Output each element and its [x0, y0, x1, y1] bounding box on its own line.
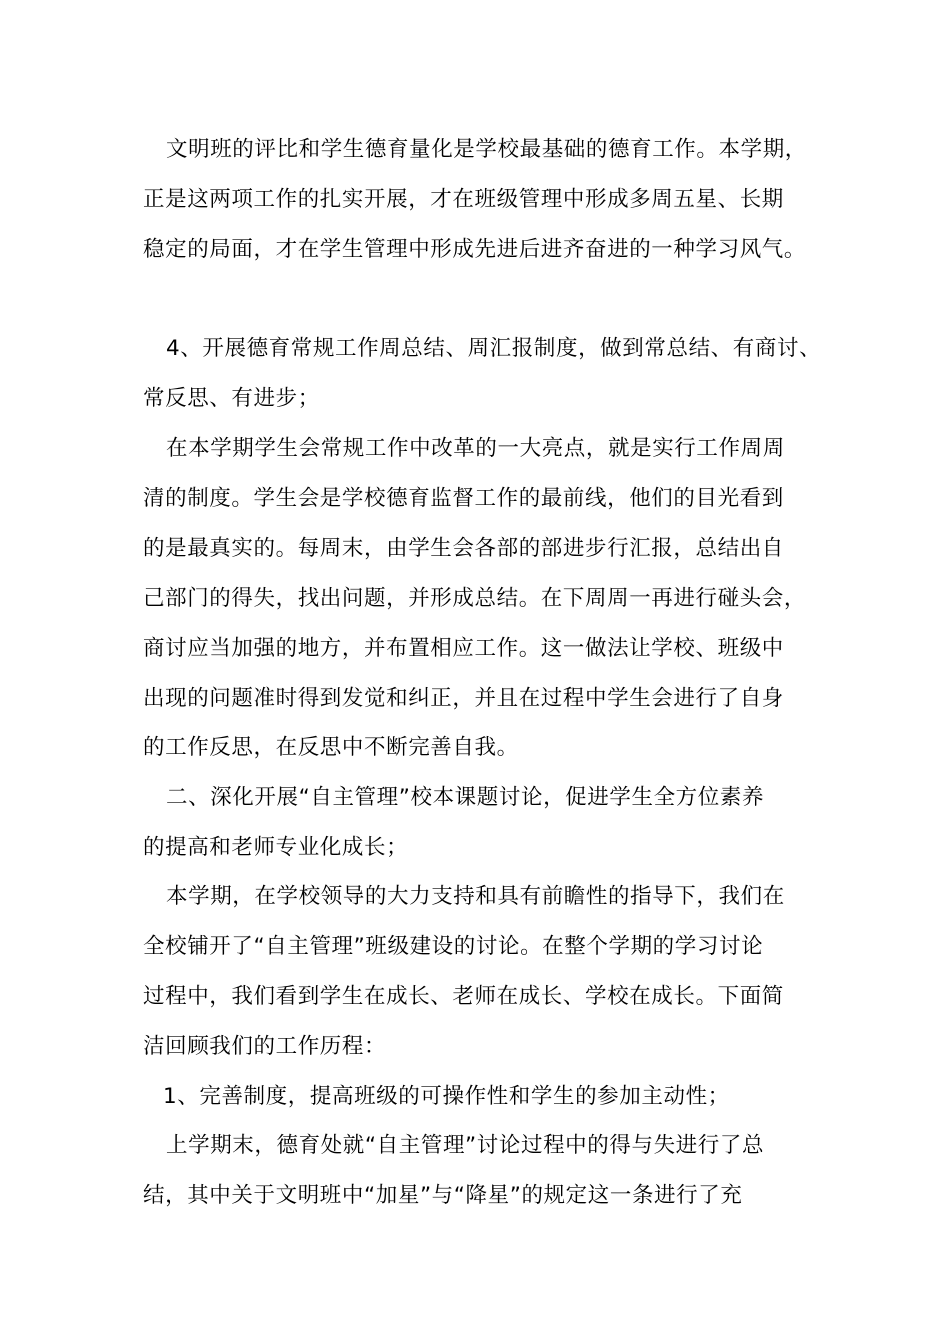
paragraph-line: 出现的问题准时得到发觉和纠正，并且在过程中学生会进行了自身	[143, 686, 784, 711]
paragraph-line: 过程中，我们看到学生在成长、老师在成长、学校在成长。下面简	[143, 984, 784, 1009]
paragraph-line: 正是这两项工作的扎实开展，才在班级管理中形成多周五星、长期	[143, 187, 784, 212]
section-heading-line: 常反思、有进步；	[143, 386, 320, 411]
paragraph-line: 商讨应当加强的地方，并布置相应工作。这一做法让学校、班级中	[143, 636, 784, 661]
paragraph-line: 己部门的得失，找出问题，并形成总结。在下周周一再进行碰头会，	[143, 586, 807, 611]
paragraph-line: 上学期末，德育处就“自主管理”讨论过程中的得与失进行了总	[166, 1133, 765, 1158]
paragraph-line: 本学期，在学校领导的大力支持和具有前瞻性的指导下，我们在	[166, 884, 785, 909]
section-heading-line: 二、深化开展“自主管理”校本课题讨论，促进学生全方位素养	[166, 785, 765, 810]
paragraph-line: 清的制度。学生会是学校德育监督工作的最前线，他们的目光看到	[143, 486, 784, 511]
paragraph-line: 的是最真实的。每周末，由学生会各部的部进步行汇报，总结出自	[143, 536, 784, 561]
paragraph-line: 的工作反思，在反思中不断完善自我。	[143, 735, 519, 760]
paragraph-line: 全校铺开了“自主管理”班级建设的讨论。在整个学期的学习讨论	[143, 934, 764, 959]
paragraph-line: 在本学期学生会常规工作中改革的一大亮点，就是实行工作周周	[166, 436, 785, 461]
paragraph-line: 结，其中关于文明班中“加星”与“降星”的规定这一条进行了充	[143, 1183, 743, 1208]
section-heading-line: 的提高和老师专业化成长；	[143, 835, 409, 860]
section-heading-line: 4、开展德育常规工作周总结、周汇报制度，做到常总结、有商讨、	[166, 336, 822, 361]
section-heading-line: 1、完善制度，提高班级的可操作性和学生的参加主动性；	[163, 1084, 730, 1109]
paragraph-line: 洁回顾我们的工作历程：	[143, 1034, 387, 1059]
paragraph-line: 文明班的评比和学生德育量化是学校最基础的德育工作。本学期，	[166, 137, 807, 162]
paragraph-line: 稳定的局面，才在学生管理中形成先进后进齐奋进的一种学习风气。	[143, 237, 807, 262]
